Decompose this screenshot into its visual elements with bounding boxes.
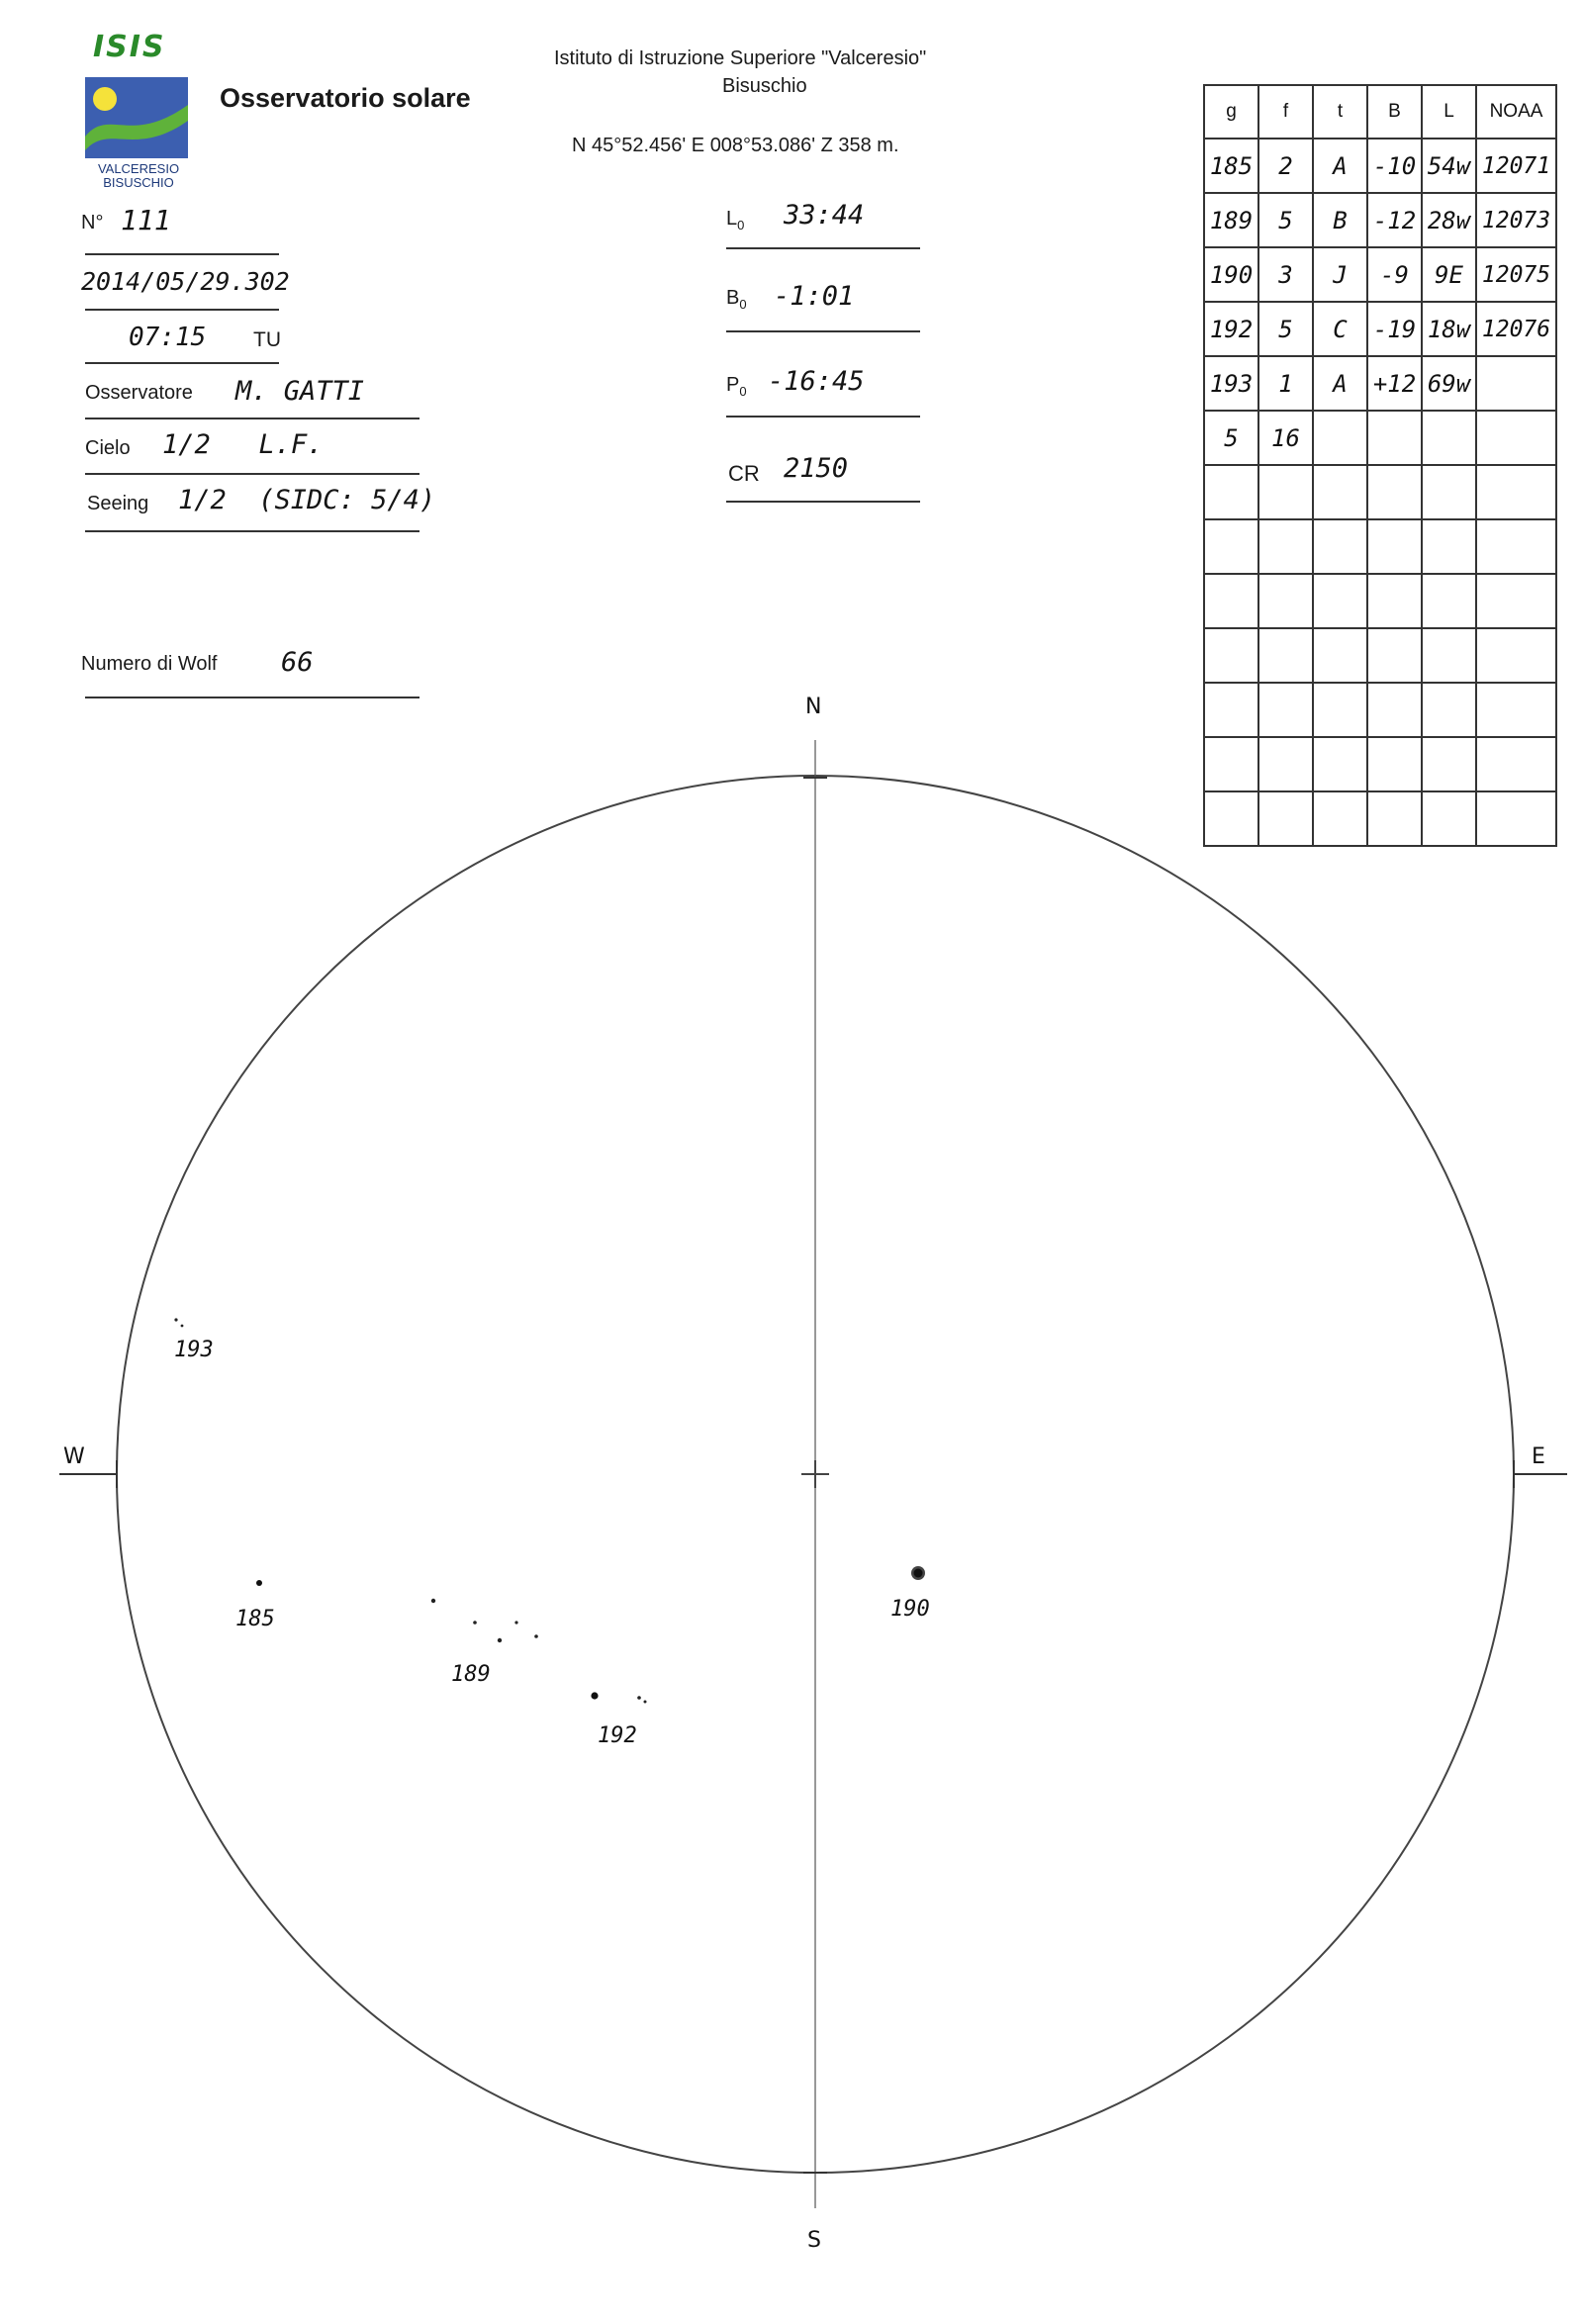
table-cell: 1 [1258, 356, 1313, 411]
table-cell: 5 [1258, 302, 1313, 356]
b0-value: -1:01 [774, 281, 855, 312]
sky-value: 1/2 L.F. [162, 429, 324, 460]
table-cell: B [1313, 193, 1367, 247]
table-cell: J [1313, 247, 1367, 302]
table-cell: C [1313, 302, 1367, 356]
group-label-189: 189 [451, 1662, 491, 1687]
seeing-label: Seeing [87, 493, 149, 514]
table-cell: 5 [1258, 193, 1313, 247]
group-label-192: 192 [598, 1723, 637, 1748]
sunspot-190-umbra [914, 1569, 923, 1578]
group-label-185: 185 [235, 1607, 275, 1631]
table-cell: -19 [1367, 302, 1422, 356]
time-value: 07:15 [129, 323, 207, 352]
table-header-cell: f [1258, 85, 1313, 139]
wolf-value: 66 [281, 647, 314, 678]
table-header-cell: g [1204, 85, 1258, 139]
institute-town: Bisuschio [722, 75, 807, 97]
table-cell: 185 [1204, 139, 1258, 193]
sky-label: Cielo [85, 437, 131, 459]
table-cell: 12073 [1476, 193, 1556, 247]
time-unit: TU [253, 328, 281, 351]
north-label: N [805, 695, 822, 719]
number-label: N° [81, 212, 104, 233]
table-cell: 54w [1422, 139, 1476, 193]
p0-value: -16:45 [768, 366, 865, 397]
observer-label: Osservatore [85, 382, 193, 404]
table-cell: 9E [1422, 247, 1476, 302]
sunspot-192-b [637, 1696, 641, 1700]
table-header-cell: B [1367, 85, 1422, 139]
table-cell: A [1313, 356, 1367, 411]
sunspot-193-a [174, 1318, 177, 1321]
table-cell: 28w [1422, 193, 1476, 247]
logo-text: ISIS [93, 30, 166, 64]
table-cell: 69w [1422, 356, 1476, 411]
sunspot-189-c [498, 1638, 502, 1642]
table-cell: -9 [1367, 247, 1422, 302]
observatory-title: Osservatorio solare [220, 83, 471, 113]
sunspot-185 [256, 1580, 262, 1586]
p0-label: $P_0$ [726, 374, 747, 399]
east-label: E [1532, 1444, 1545, 1469]
wolf-label: Numero di Wolf [81, 653, 218, 675]
table-cell: 12076 [1476, 302, 1556, 356]
table-cell: 12075 [1476, 247, 1556, 302]
b0-label: $B_0$ [726, 287, 747, 312]
table-cell: -10 [1367, 139, 1422, 193]
group-label-190: 190 [890, 1597, 930, 1622]
institute-name: Istituto di Istruzione Superiore "Valceresio" [554, 47, 927, 69]
table-header-cell: NOAA [1476, 85, 1556, 139]
table-cell: 189 [1204, 193, 1258, 247]
table-cell: 16 [1258, 411, 1313, 465]
observer-value: M. GATTI [235, 376, 365, 407]
table-cell: 192 [1204, 302, 1258, 356]
sunspot-189-b [473, 1621, 477, 1625]
cr-label: CR [728, 461, 760, 486]
table-cell: 18w [1422, 302, 1476, 356]
table-header-cell: t [1313, 85, 1367, 139]
sunspot-192-a [591, 1692, 598, 1699]
cr-value: 2150 [784, 453, 849, 484]
number-value: 111 [121, 204, 171, 236]
sunspot-189-d [514, 1621, 517, 1624]
site-coordinates: N 45°52.456' E 008°53.086' Z 358 m. [572, 135, 899, 156]
table-cell: -12 [1367, 193, 1422, 247]
table-cell: 3 [1258, 247, 1313, 302]
sunspot-192-c [644, 1701, 647, 1704]
table-cell: A [1313, 139, 1367, 193]
table-cell: 193 [1204, 356, 1258, 411]
sunspot-189-e [534, 1634, 538, 1638]
table-header-cell: L [1422, 85, 1476, 139]
west-label: W [63, 1444, 85, 1469]
sunspot-189-a [431, 1599, 435, 1603]
logo-subtitle: VALCERESIO BISUSCHIO [97, 161, 180, 190]
table-cell: 5 [1204, 411, 1258, 465]
sunspot-193-b [181, 1325, 184, 1328]
group-label-193: 193 [174, 1338, 214, 1362]
table-cell: 12071 [1476, 139, 1556, 193]
l0-label: $L_0$ [726, 208, 745, 232]
table-cell: 2 [1258, 139, 1313, 193]
table-cell: +12 [1367, 356, 1422, 411]
date-value: 2014/05/29.302 [81, 267, 290, 296]
l0-value: 33:44 [784, 200, 865, 231]
south-label: S [807, 2228, 821, 2253]
seeing-value: 1/2 (SIDC: 5/4) [178, 485, 436, 515]
table-cell: 190 [1204, 247, 1258, 302]
